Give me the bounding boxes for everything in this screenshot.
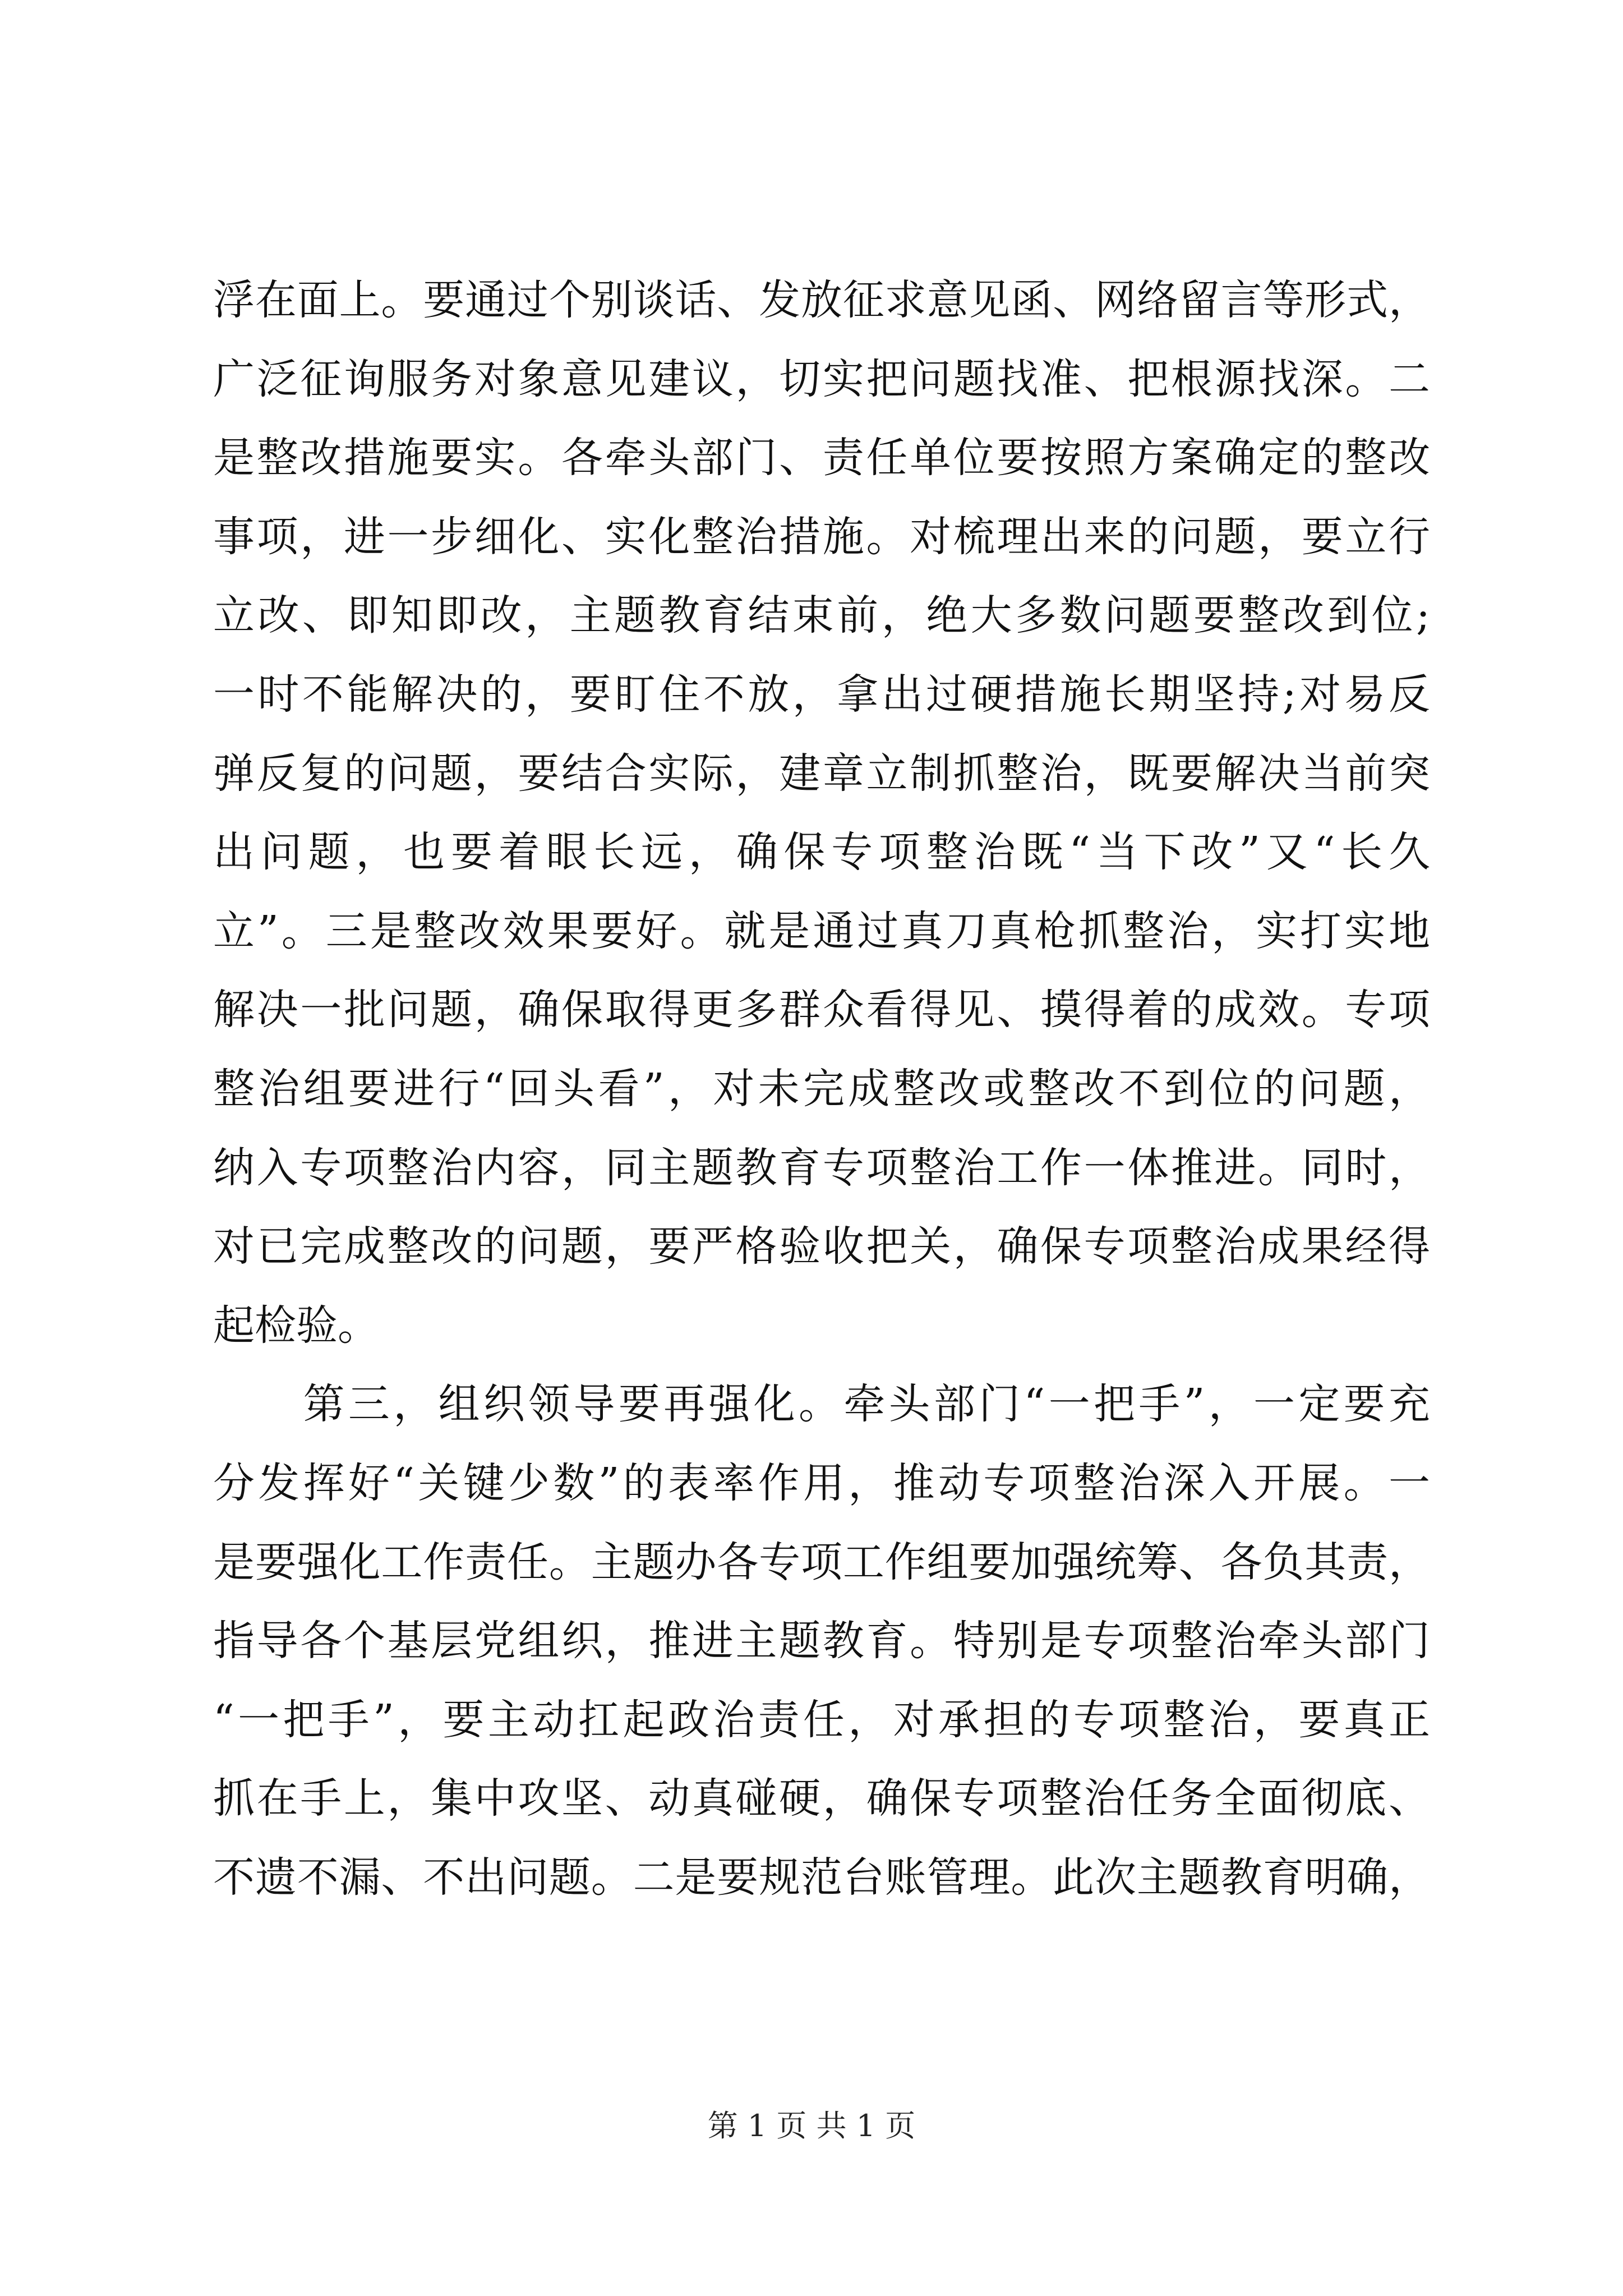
text-line: 第三，组织领导要再强化。牵头部门“一把手”，一定要充 xyxy=(213,1380,1430,1429)
text-line: 事项，进一步细化、实化整治措施。对梳理出来的问题，要立行 xyxy=(213,512,1430,561)
text-line: 广泛征询服务对象意见建议，切实把问题找准、把根源找深。二 xyxy=(213,355,1430,403)
page-footer: 第 1 页 共 1 页 xyxy=(707,2108,916,2143)
document-body xyxy=(213,261,1430,1917)
text-line: 不遗不漏、不出问题。二是要规范台账管理。此次主题教育明确， xyxy=(213,1853,1430,1902)
text-line: 解决一批问题，确保取得更多群众看得见、摸得着的成效。专项 xyxy=(213,986,1430,1034)
text-line: 弹反复的问题，要结合实际，建章立制抓整治，既要解决当前突 xyxy=(213,749,1430,798)
text-line: 分发挥好“关键少数”的表率作用，推动专项整治深入开展。一 xyxy=(213,1458,1430,1507)
text-line: 出问题，也要着眼长远，确保专项整治既“当下改”又“长久 xyxy=(213,828,1430,877)
text-line: 整治组要进行“回头看”，对未完成整改或整改不到位的问题， xyxy=(213,1064,1430,1113)
text-line: 抓在手上，集中攻坚、动真碰硬，确保专项整治任务全面彻底、 xyxy=(213,1774,1430,1823)
text-line: 对已完成整改的问题，要严格验收把关，确保专项整治成果经得 xyxy=(213,1222,1430,1271)
text-line: 是整改措施要实。各牵头部门、责任单位要按照方案确定的整改 xyxy=(213,434,1430,482)
text-line: 一时不能解决的，要盯住不放，拿出过硬措施长期坚持;对易反 xyxy=(213,670,1430,719)
text-line: 指导各个基层党组织，推进主题教育。特别是专项整治牵头部门 xyxy=(213,1617,1430,1665)
text-line: 是要强化工作责任。主题办各专项工作组要加强统筹、各负其责， xyxy=(213,1538,1430,1586)
text-line: “一把手”，要主动扛起政治责任，对承担的专项整治，要真正 xyxy=(213,1695,1430,1744)
text-line: 立改、即知即改，主题教育结束前，绝大多数问题要整改到位; xyxy=(213,591,1430,640)
text-line: 浮在面上。要通过个别谈话、发放征求意见函、网络留言等形式， xyxy=(213,276,1430,324)
text-line: 起检验。 xyxy=(213,1301,379,1350)
text-line: 立”。三是整改效果要好。就是通过真刀真枪抓整治，实打实地 xyxy=(213,907,1430,955)
text-line: 纳入专项整治内容，同主题教育专项整治工作一体推进。同时， xyxy=(213,1143,1430,1192)
